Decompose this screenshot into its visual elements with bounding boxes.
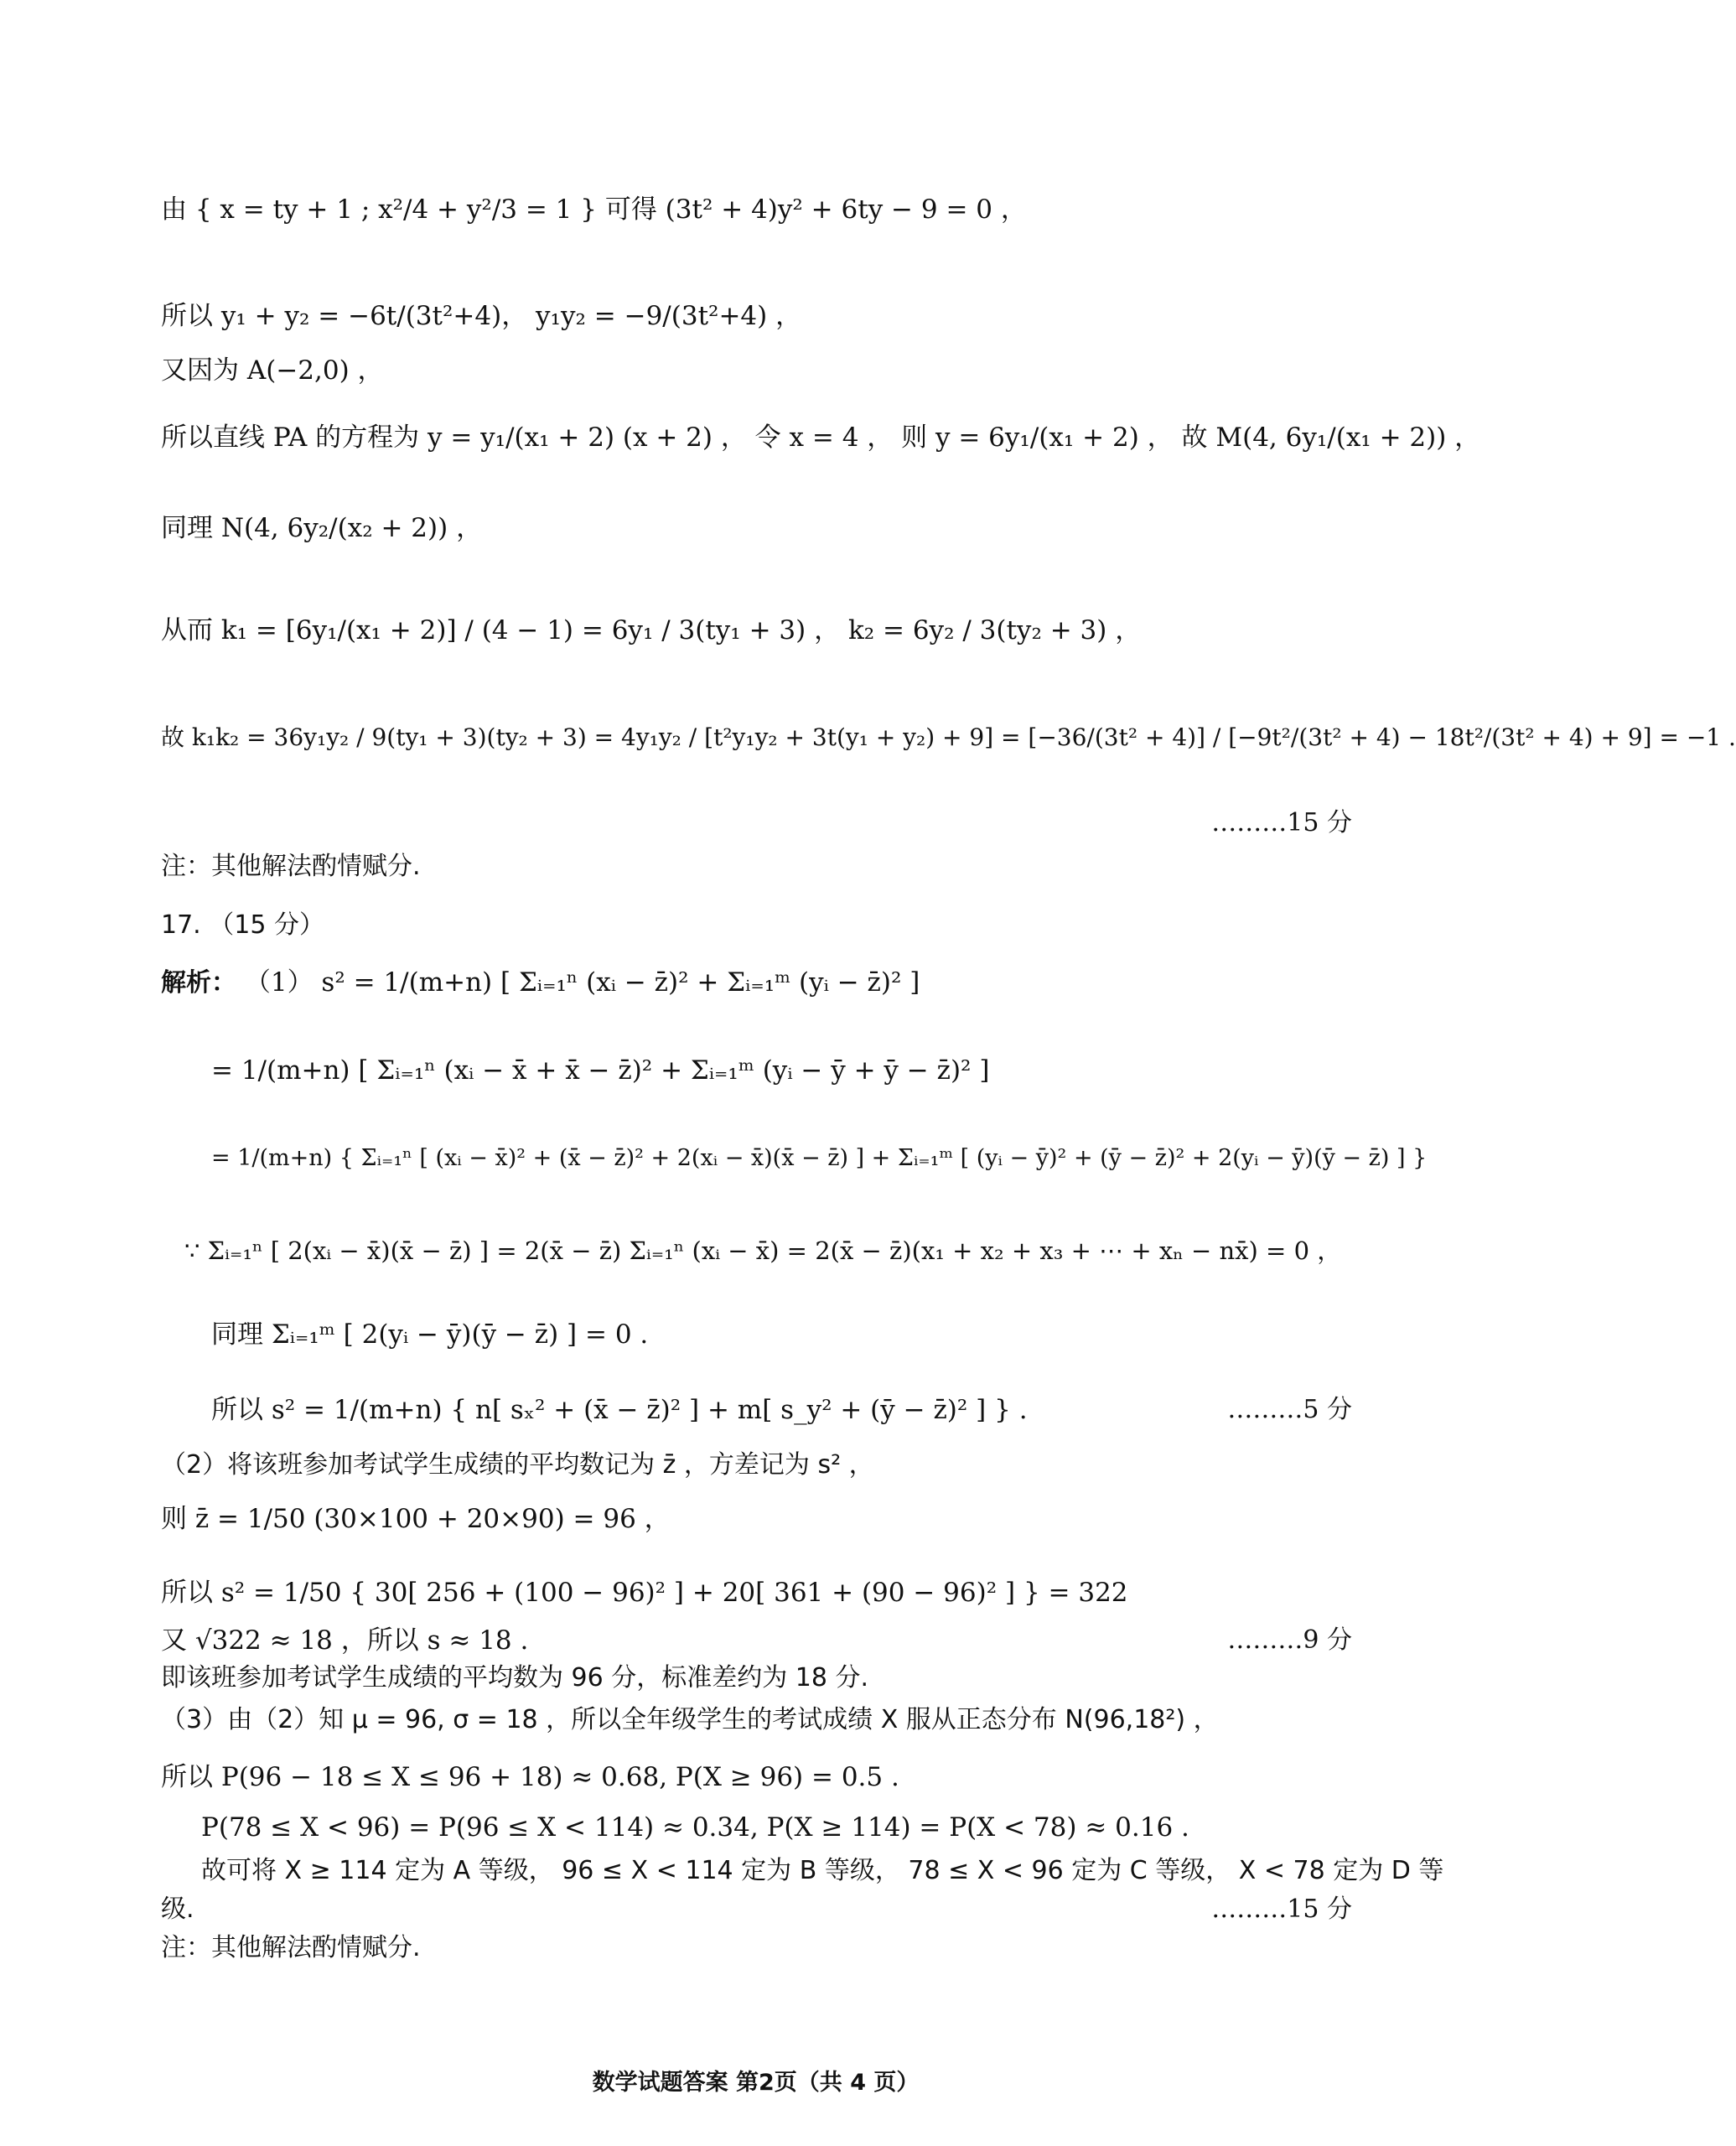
point-n-text: 同理 N(4, 6y₂/(x₂ + 2)) ， — [161, 513, 483, 543]
system-equation-derivation — [161, 191, 1369, 228]
part2-line1: （2）将该班参加考试学生成绩的平均数记为 z̄ ，方差记为 s² ， — [161, 1450, 874, 1480]
part1-score: ………5 分 — [1227, 1395, 1352, 1424]
part1-eq4-line — [184, 1232, 1369, 1269]
part2-line5: 即该班参加考试学生成绩的平均数为 96 分，标准差约为 18 分. — [161, 1663, 869, 1692]
slope-product-line — [161, 719, 1736, 756]
slope-product-text: 故 k₁k₂ = 36y₁y₂ / 9(ty₁ + 3)(ty₂ + 3) = 4y₁y₂ / [t²y₁y₂ + 3t(y₁ + y₂) + 9] = [−36/(3t² + 4)] / [−9t²/(3t² + 4) − 18t²/(3t² + 4) + 9] = −1 . — [161, 723, 1736, 751]
vieta-text: 所以 y₁ + y₂ = −6t/(3t²+4)， y₁y₂ = −9/(3t²+4) ， — [161, 301, 802, 331]
part1-eq2-line — [211, 1052, 1369, 1089]
part1-eq1: （1） s² = 1/(m+n) [ Σᵢ₌₁ⁿ (xᵢ − z̄)² + Σᵢ₌₁ᵐ (yᵢ − z̄)² ] — [244, 967, 920, 998]
problem17-header: 17. （15 分） — [161, 910, 324, 940]
line-pa-equation — [161, 419, 1481, 456]
point-n-line — [161, 510, 1369, 547]
part1-eq3-line — [211, 1140, 1428, 1177]
part2-line3: 所以 s² = 1/50 { 30[ 256 + (100 − 96)² ] + 20[ 361 + (90 − 96)² ] } = 322 — [161, 1578, 1128, 1608]
part1-eq6-line — [211, 1392, 1369, 1428]
point-a-line — [161, 352, 1369, 389]
part1-eq5-line — [211, 1316, 1369, 1353]
page-footer: 数学试题答案 第2页（共 4 页） — [592, 2070, 920, 2096]
part1-eq3: = 1/(m+n) { Σᵢ₌₁ⁿ [ (xᵢ − x̄)² + (x̄ − z̄)² + 2(xᵢ − x̄)(x̄ − z̄) ] + Σᵢ₌₁ᵐ [ (yᵢ − ȳ)² + (ȳ − z̄)² + 2(yᵢ − ȳ)(ȳ − z̄) ] } — [211, 1145, 1428, 1171]
part1-eq5: 同理 Σᵢ₌₁ᵐ [ 2(yᵢ − ȳ)(ȳ − z̄) ] = 0 . — [211, 1319, 649, 1350]
system-result-text: 由 { x = ty + 1 ; x²/4 + y²/3 = 1 } 可得 (3t² + 4)y² + 6ty − 9 = 0 ， — [161, 194, 1027, 225]
part1-eq6: 所以 s² = 1/(m+n) { n[ sₓ² + (x̄ − z̄)² ] + m[ s_y² + (ȳ − z̄)² ] } . — [211, 1395, 1028, 1425]
analysis-label: 解析： — [161, 968, 236, 998]
part3-score: ………15 分 — [1211, 1895, 1352, 1924]
part2-line2: 则 z̄ = 1/50 (30×100 + 20×90) = 96 ， — [161, 1504, 671, 1534]
part3-line4: 故可将 X ≥ 114 定为 A 等级， 96 ≤ X < 114 定为 B 等级， 78 ≤ X < 96 定为 C 等级， X < 78 定为 D 等 — [201, 1856, 1444, 1885]
problem16-note: 注：其他解法酌情赋分. — [161, 852, 421, 881]
problem16-score: ………15 分 — [1211, 808, 1352, 837]
part1-eq2: = 1/(m+n) [ Σᵢ₌₁ⁿ (xᵢ − x̄ + x̄ − z̄)² + Σᵢ₌₁ᵐ (yᵢ − ȳ + ȳ − z̄)² ] — [211, 1055, 990, 1086]
slopes-text: 从而 k₁ = [6y₁/(x₁ + 2)] / (4 − 1) = 6y₁ / 3(ty₁ + 3) ， k₂ = 6y₂ / 3(ty₂ + 3) ， — [161, 615, 1142, 645]
line-pa-text: 所以直线 PA 的方程为 y = y₁/(x₁ + 2) (x + 2) ， 令 x = 4 ， 则 y = 6y₁/(x₁ + 2) ， 故 M(4, 6y₁/(x₁ + 2)) ， — [161, 422, 1481, 453]
part3-line2: 所以 P(96 − 18 ≤ X ≤ 96 + 18) ≈ 0.68, P(X ≥ 96) = 0.5 . — [161, 1762, 899, 1792]
part1-eq1-line — [161, 964, 1369, 1002]
part3-line3: P(78 ≤ X < 96) = P(96 ≤ X < 114) ≈ 0.34, P(X ≥ 114) = P(X < 78) ≈ 0.16 . — [201, 1812, 1189, 1843]
part2-score: ………9 分 — [1227, 1625, 1352, 1655]
point-a-text: 又因为 A(−2,0) ， — [161, 355, 384, 386]
part3-line1: （3）由（2）知 μ = 96, σ = 18 ，所以全年级学生的考试成绩 X 服从正态分布 N(96,18²) ， — [161, 1705, 1219, 1734]
part2-line4: 又 √322 ≈ 18 ，所以 s ≈ 18 . — [161, 1625, 529, 1656]
part1-eq4: ∵ Σᵢ₌₁ⁿ [ 2(xᵢ − x̄)(x̄ − z̄) ] = 2(x̄ − z̄) Σᵢ₌₁ⁿ (xᵢ − x̄) = 2(x̄ − z̄)(x₁ + x₂ + x₃ + ⋯ + xₙ − nx̄) = 0 ， — [184, 1236, 1342, 1265]
slopes-line — [161, 612, 1369, 649]
part3-line5: 级. — [161, 1895, 194, 1924]
problem17-note: 注：其他解法酌情赋分. — [161, 1933, 421, 1962]
vieta-relations — [161, 298, 1369, 334]
